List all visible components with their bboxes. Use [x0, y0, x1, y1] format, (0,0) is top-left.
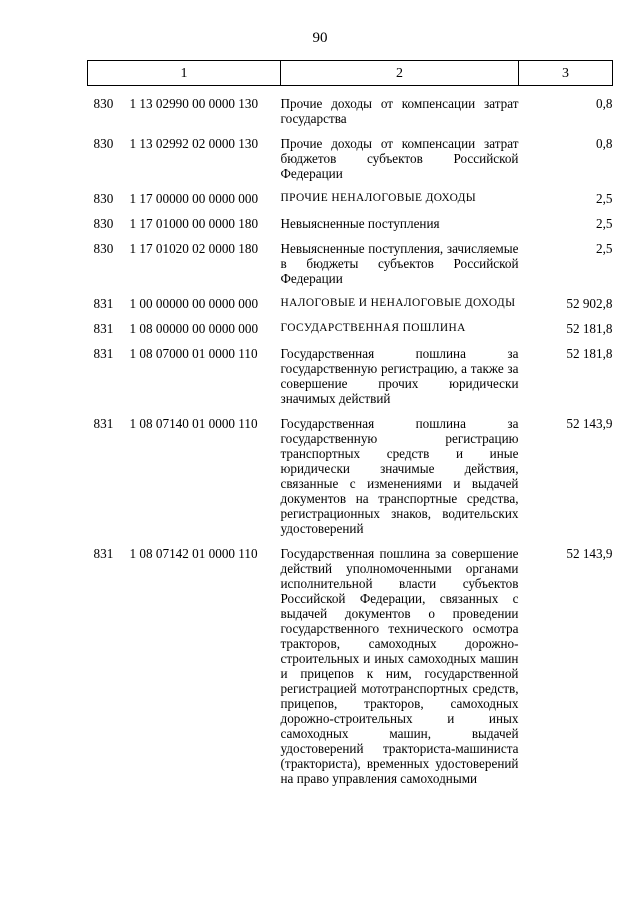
classification-code: 1 08 07140 01 0000 110 [129, 416, 258, 431]
classification-code: 1 17 01000 00 0000 180 [129, 216, 259, 231]
amount-cell: 2,5 [596, 191, 613, 206]
administrator-code: 831 [93, 416, 114, 431]
budget-code-cell [88, 191, 281, 206]
revenue-name-cell: Государственная пошлина за государственную регистрацию, а также за совершение прочих юридически значимых действий [280, 346, 519, 406]
table-row [88, 296, 613, 311]
amount-cell: 52 181,8 [566, 321, 613, 336]
page-number: 90 [312, 30, 328, 46]
revenue-name-cell: Государственная пошлина за государственную регистрацию транспортных средств и иные юридически значимые действия, связанные с изменениями и выдачей документов на транспортные средства, регистрационных знаков, водительских удостоверений [280, 416, 519, 536]
budget-code-cell [88, 416, 281, 536]
classification-code: 1 13 02990 00 0000 130 [129, 96, 259, 111]
table-row [88, 546, 613, 786]
classification-code: 1 13 02992 02 0000 130 [129, 136, 259, 151]
classification-code: 1 08 00000 00 0000 000 [129, 321, 259, 336]
amount-cell: 52 143,9 [566, 416, 613, 431]
administrator-code: 831 [93, 546, 114, 561]
administrator-code: 830 [93, 191, 114, 206]
amount-cell: 0,8 [596, 96, 613, 111]
table-header-row [88, 61, 613, 86]
table-row [88, 136, 613, 181]
budget-code-cell [88, 546, 281, 786]
table-row [88, 241, 613, 286]
table-row [88, 321, 613, 336]
classification-code: 1 17 01020 02 0000 180 [129, 241, 259, 256]
budget-code-cell [88, 96, 281, 126]
table-row [88, 346, 613, 406]
budget-code-cell [88, 321, 281, 336]
administrator-code: 830 [93, 216, 114, 231]
column-header-name: 2 [281, 61, 519, 86]
budget-code-cell [88, 241, 281, 286]
administrator-code: 830 [93, 96, 114, 111]
amount-cell: 2,5 [596, 216, 613, 231]
amount-cell: 52 181,8 [566, 346, 613, 361]
amount-cell: 52 902,8 [566, 296, 613, 311]
classification-code: 1 08 07000 01 0000 110 [129, 346, 258, 361]
classification-code: 1 08 07142 01 0000 110 [129, 546, 258, 561]
administrator-code: 831 [93, 296, 114, 311]
administrator-code: 830 [93, 241, 114, 256]
budget-code-cell [88, 346, 281, 406]
revenue-name-cell: НАЛОГОВЫЕ И НЕНАЛОГОВЫЕ ДОХОДЫ [280, 297, 516, 309]
table-row [88, 416, 613, 536]
revenue-name-cell: Прочие доходы от компенсации затрат бюджетов субъектов Российской Федерации [280, 136, 519, 181]
amount-cell: 2,5 [596, 241, 613, 256]
budget-revenue-table [87, 60, 613, 786]
table-row [88, 96, 613, 126]
table-row [88, 216, 613, 231]
administrator-code: 831 [93, 321, 114, 336]
administrator-code: 830 [93, 136, 114, 151]
revenue-name-cell: ГОСУДАРСТВЕННАЯ ПОШЛИНА [280, 322, 466, 334]
revenue-name-cell: Государственная пошлина за совершение действий уполномоченными органами исполнительной власти субъектов Российской Федерации, связанных с выдачей документов о проведении государственного технического осмотра тракторов, самоходных дорожно-строительных и иных самоходных машин и прицепов к ним, государственной регистрацией мототранспортных средств, прицепов, тракторов, самоходных дорожно-строительных и иных самоходных машин, выдачей удостоверений тракториста-машиниста (тракториста), временных удостоверений на право управления самоходными [280, 546, 519, 786]
budget-code-cell [88, 296, 281, 311]
budget-code-cell [88, 216, 281, 231]
revenue-name-cell: Невыясненные поступления, зачисляемые в бюджеты субъектов Российской Федерации [280, 241, 519, 286]
column-header-code: 1 [88, 61, 281, 86]
classification-code: 1 00 00000 00 0000 000 [129, 296, 259, 311]
revenue-name-cell: ПРОЧИЕ НЕНАЛОГОВЫЕ ДОХОДЫ [280, 192, 477, 204]
table-row [88, 191, 613, 206]
budget-code-cell [88, 136, 281, 181]
amount-cell: 52 143,9 [566, 546, 613, 561]
revenue-name-cell: Невыясненные поступления [280, 216, 440, 231]
revenue-name-cell: Прочие доходы от компенсации затрат государства [280, 96, 519, 126]
amount-cell: 0,8 [596, 136, 613, 151]
administrator-code: 831 [93, 346, 114, 361]
column-header-value: 3 [519, 61, 613, 86]
classification-code: 1 17 00000 00 0000 000 [129, 191, 259, 206]
